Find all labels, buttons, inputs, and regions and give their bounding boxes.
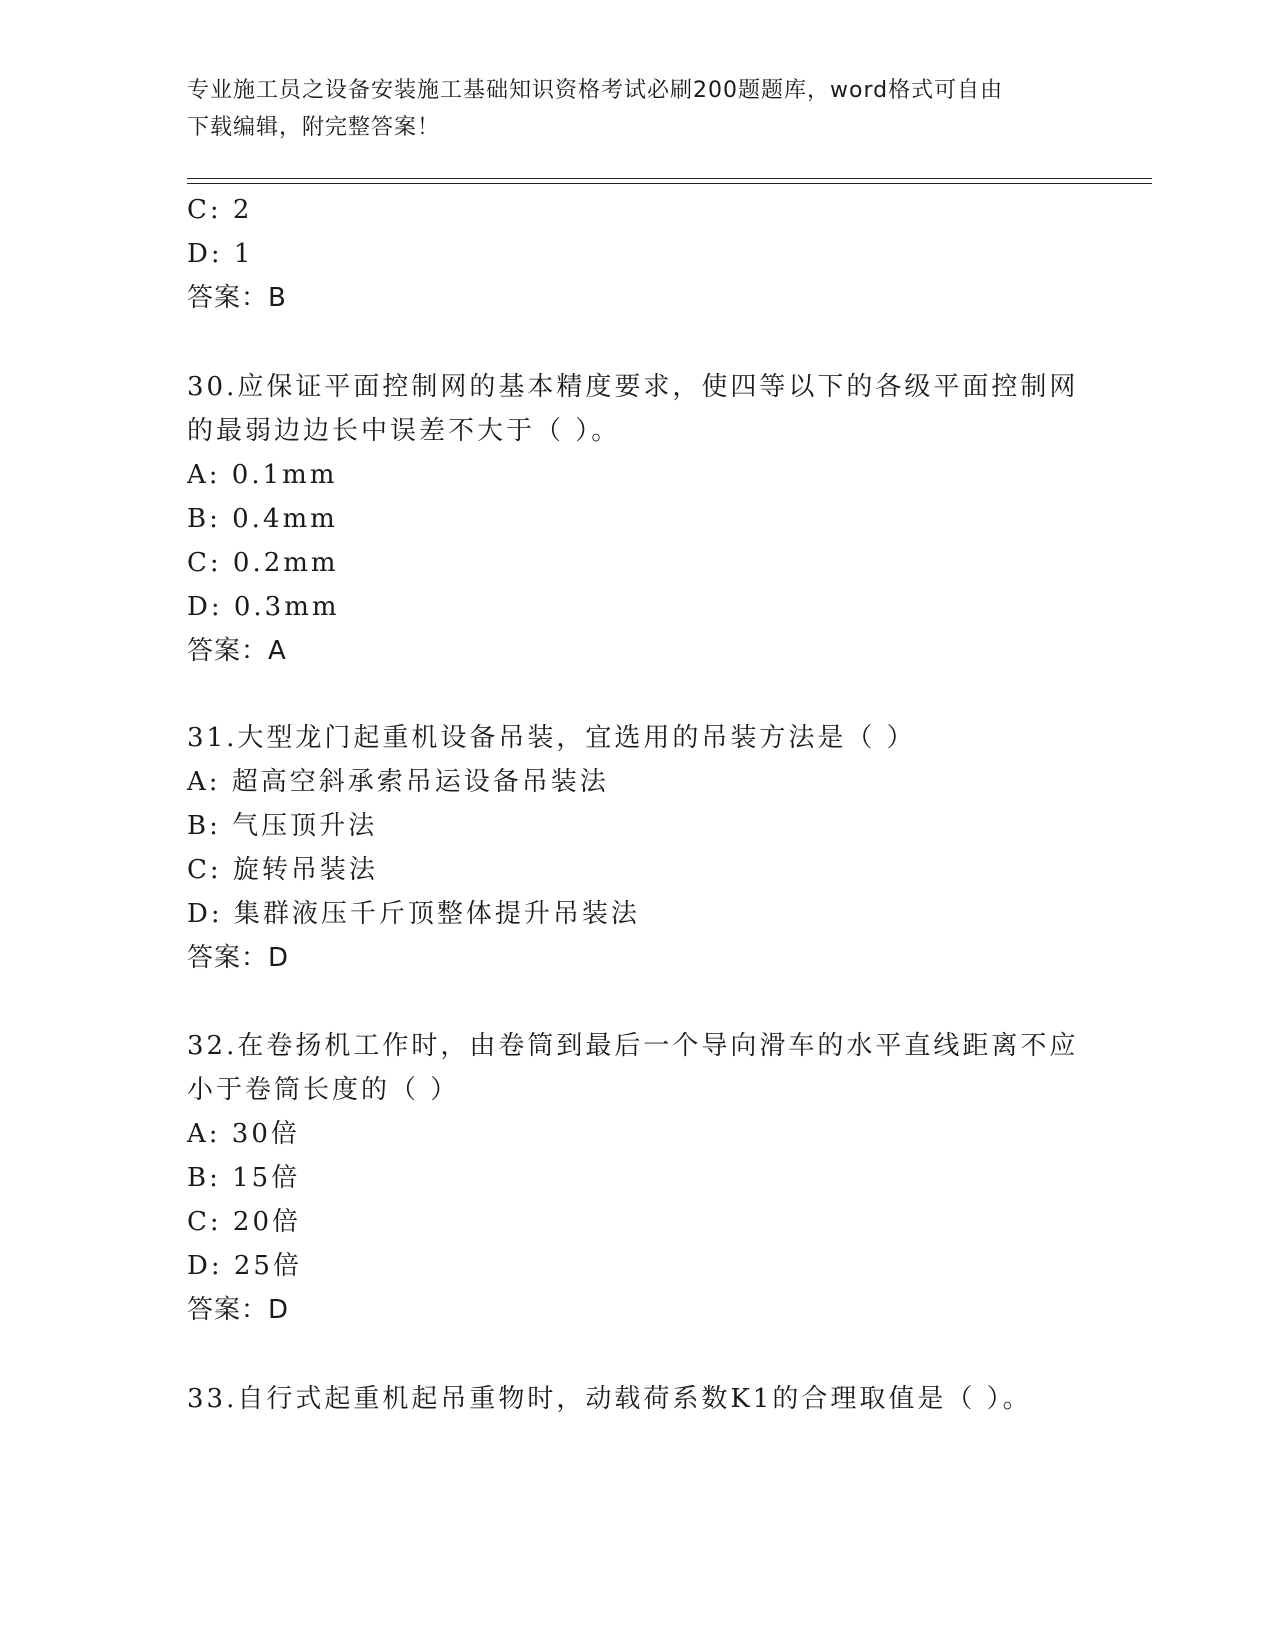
header-divider-top: [187, 178, 1152, 179]
q30-stem-line-1: 30.应保证平面控制网的基本精度要求，使四等以下的各级平面控制网: [187, 372, 1079, 402]
q32-option-d: D: 25倍: [187, 1251, 302, 1281]
q32-option-c: C: 20倍: [187, 1207, 302, 1237]
header-divider-bottom: [187, 183, 1152, 184]
q32-stem-line-1: 32.在卷扬机工作时，由卷筒到最后一个导向滑车的水平直线距离不应: [187, 1031, 1079, 1061]
q30-option-a: A: 0.1mm: [187, 460, 338, 490]
q30-answer: 答案：A: [187, 636, 287, 666]
q32-stem-line-2: 小于卷筒长度的（ ）: [187, 1075, 460, 1105]
q31-answer: 答案：D: [187, 943, 290, 973]
document-title-line-1: 专业施工员之设备安装施工基础知识资格考试必刷200题题库，word格式可自由: [187, 78, 1004, 103]
q33-stem: 33.自行式起重机起吊重物时，动载荷系数K1的合理取值是（ ）。: [187, 1384, 1032, 1414]
q32-answer: 答案：D: [187, 1295, 290, 1325]
q32-option-a: A: 30倍: [187, 1119, 300, 1149]
page-header: [187, 72, 1067, 146]
q29-option-d: D: 1: [187, 239, 254, 269]
q30-stem-line-2: 的最弱边边长中误差不大于（ ）。: [187, 416, 621, 446]
q31-option-d: D: 集群液压千斤顶整体提升吊装法: [187, 899, 640, 929]
q30-option-d: D: 0.3mm: [187, 592, 340, 622]
q31-option-c: C: 旋转吊装法: [187, 855, 378, 885]
q29-option-c: C: 2: [187, 195, 253, 225]
q32-option-b: B: 15倍: [187, 1163, 301, 1193]
q31-stem: 31.大型龙门起重机设备吊装，宜选用的吊装方法是（ ）: [187, 723, 916, 753]
q31-option-b: B: 气压顶升法: [187, 811, 378, 841]
q30-option-b: B: 0.4mm: [187, 504, 338, 534]
q31-option-a: A: 超高空斜承索吊运设备吊装法: [187, 767, 609, 797]
q29-answer: 答案：B: [187, 283, 287, 313]
q30-option-c: C: 0.2mm: [187, 548, 339, 578]
document-title-line-2: 下载编辑，附完整答案！: [187, 115, 441, 140]
